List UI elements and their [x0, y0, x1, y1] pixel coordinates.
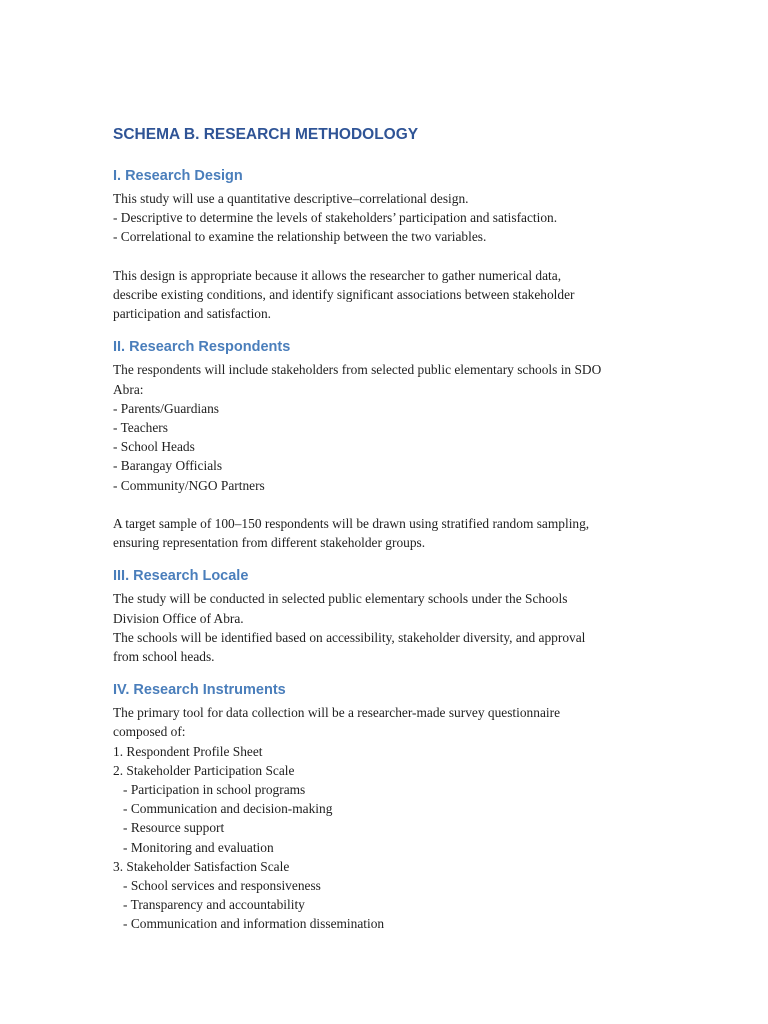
- blank-line: [113, 247, 658, 266]
- document-title: SCHEMA B. RESEARCH METHODOLOGY: [113, 126, 419, 143]
- section-research-locale: [113, 565, 658, 666]
- section-heading: III. Research Locale: [113, 568, 249, 585]
- sub-list-item: - Transparency and accountability: [113, 897, 305, 913]
- list-item: 1. Respondent Profile Sheet: [113, 743, 263, 759]
- body-line: Abra:: [113, 381, 144, 397]
- body-line: Division Office of Abra.: [113, 610, 244, 626]
- section-research-instruments: [113, 679, 658, 933]
- section-heading: IV. Research Instruments: [113, 682, 286, 699]
- section-research-design: [113, 165, 658, 323]
- sub-list-item: - School services and responsiveness: [113, 878, 321, 894]
- sub-list-item: - Participation in school programs: [113, 782, 306, 798]
- sub-list-item: - Monitoring and evaluation: [113, 839, 274, 855]
- sub-list-item: - Resource support: [113, 820, 225, 836]
- section-heading: II. Research Respondents: [113, 339, 291, 356]
- sub-list-item: - Communication and decision-making: [113, 801, 333, 817]
- blank-line: [113, 495, 658, 514]
- list-item: - School Heads: [113, 439, 195, 455]
- document-page: [113, 124, 658, 934]
- body-line: The respondents will include stakeholders from selected public elementary schools in SDO: [113, 362, 602, 378]
- body-line: from school heads.: [113, 649, 215, 665]
- list-item: 2. Stakeholder Participation Scale: [113, 762, 295, 778]
- body-line: A target sample of 100–150 respondents will be drawn using stratified random sampling,: [113, 516, 590, 532]
- body-line: The schools will be identified based on accessibility, stakeholder diversity, and approval: [113, 629, 586, 645]
- list-item: 3. Stakeholder Satisfaction Scale: [113, 858, 290, 874]
- body-line: This study will use a quantitative descriptive–correlational design.: [113, 191, 469, 206]
- body-line: describe existing conditions, and identify significant associations between stakeholder: [113, 287, 575, 302]
- body-line: - Descriptive to determine the levels of stakeholders’ participation and satisfaction.: [113, 210, 558, 226]
- list-item: - Community/NGO Partners: [113, 477, 265, 493]
- body-line: The primary tool for data collection will be a researcher-made survey questionnaire: [113, 705, 561, 721]
- body-line: composed of:: [113, 724, 186, 740]
- body-line: - Correlational to examine the relationship between the two variables.: [113, 229, 487, 245]
- section-heading: I. Research Design: [113, 168, 243, 184]
- section-research-respondents: [113, 336, 658, 552]
- list-item: - Parents/Guardians: [113, 400, 219, 416]
- body-line: The study will be conducted in selected public elementary schools under the Schools: [113, 591, 568, 607]
- sub-list-item: - Communication and information dissemination: [113, 916, 385, 932]
- list-item: - Teachers: [113, 420, 168, 436]
- body-line: ensuring representation from different stakeholder groups.: [113, 535, 426, 551]
- body-line: This design is appropriate because it allows the researcher to gather numerical data,: [113, 267, 562, 283]
- list-item: - Barangay Officials: [113, 458, 223, 474]
- body-line: participation and satisfaction.: [113, 306, 272, 322]
